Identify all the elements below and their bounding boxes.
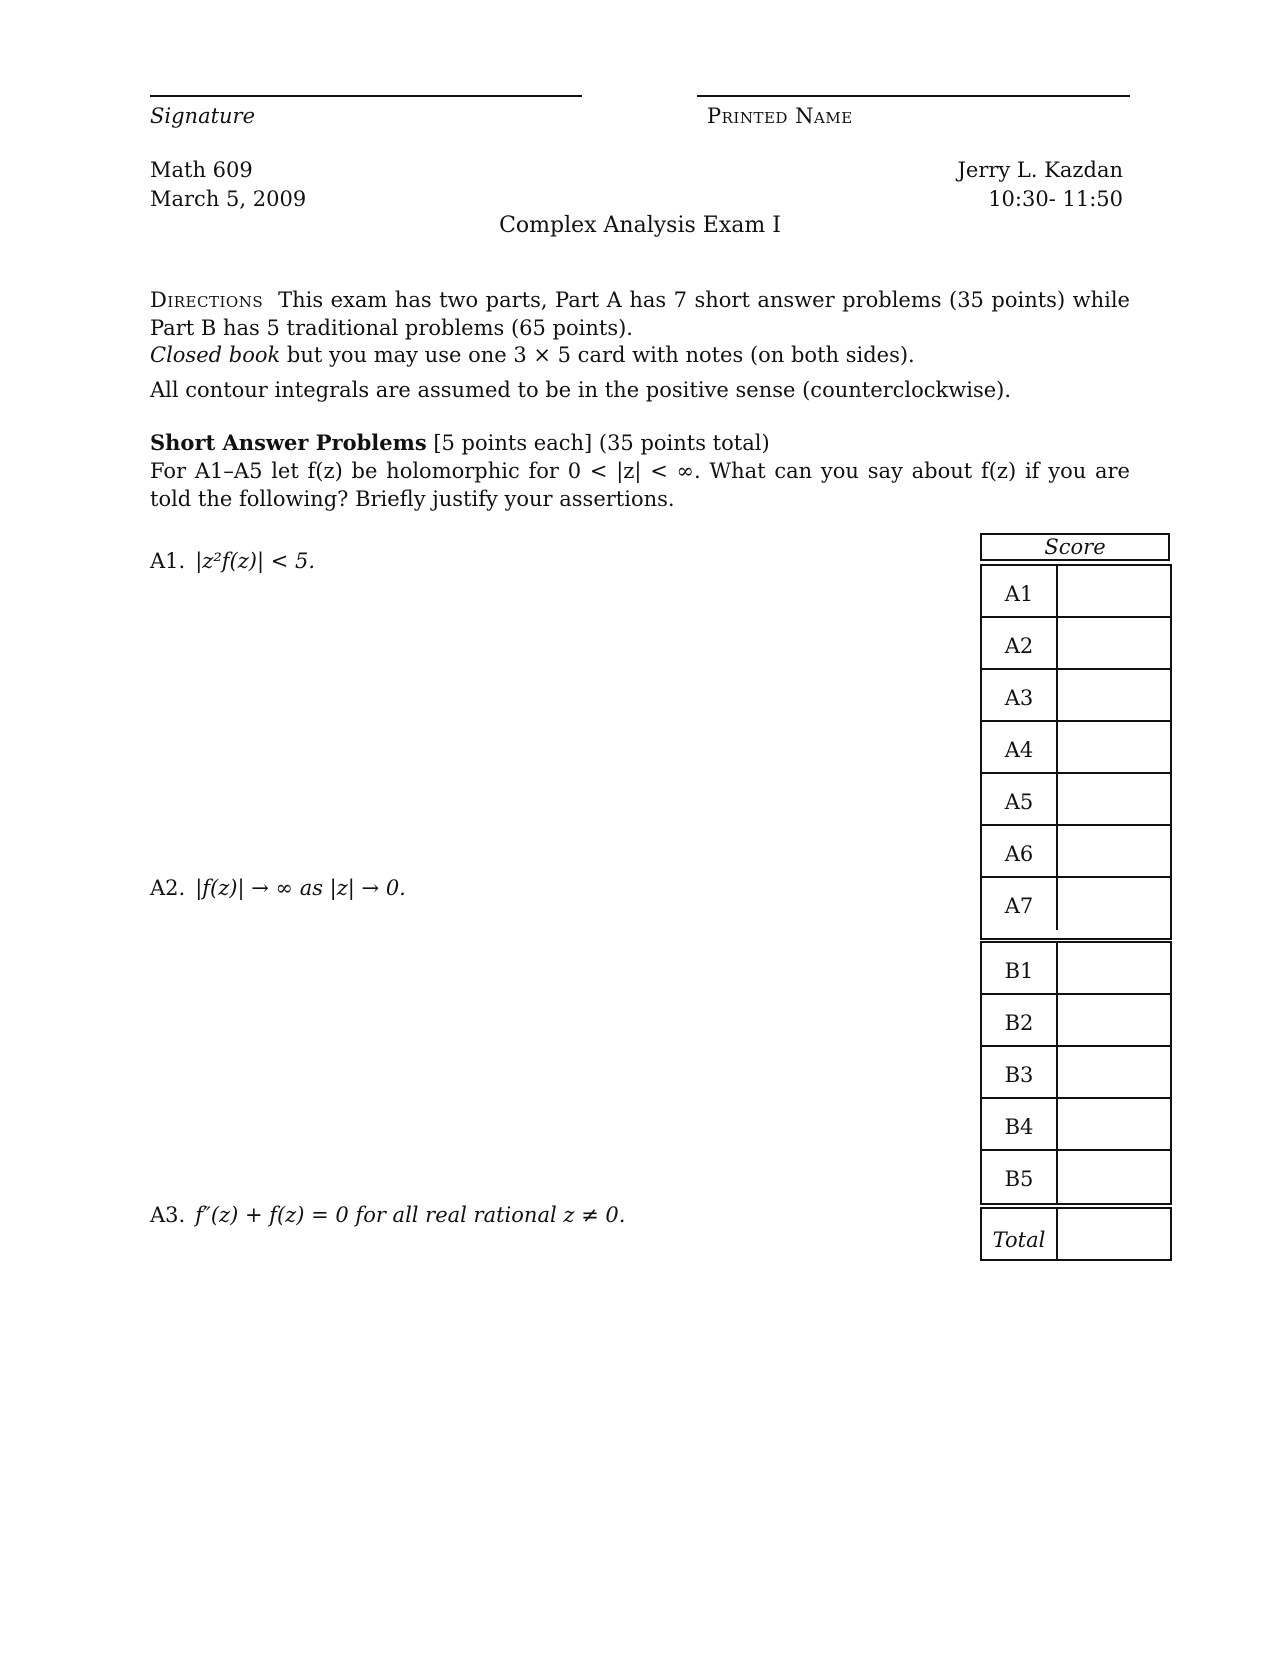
instructor-name: Jerry L. Kazdan [957,158,1123,182]
course-number: Math 609 [150,158,253,182]
page-title: Complex Analysis Exam I [499,213,781,238]
problem-a3 [150,1203,625,1227]
score-row-label: B5 [982,1151,1058,1203]
score-row [982,1099,1170,1151]
score-cell[interactable] [1058,826,1170,876]
score-table-part-b [980,941,1172,1205]
score-row [982,1151,1170,1203]
score-row-label: B1 [982,943,1058,993]
score-cell[interactable] [1058,1099,1170,1149]
score-row [982,774,1170,826]
score-row [982,722,1170,774]
signature-line[interactable] [150,95,582,97]
score-cell[interactable] [1058,618,1170,668]
closed-book-italic: Closed book [150,343,281,367]
score-cell[interactable] [1058,670,1170,720]
score-table-part-a [980,564,1172,940]
score-row-label: A2 [982,618,1058,668]
short-answer-heading: Short Answer Problems [150,430,427,455]
problem-text: |z²f(z)| < 5. [195,549,316,573]
short-answer-points: [5 points each] (35 points total) [433,431,770,455]
score-row-label: B3 [982,1047,1058,1097]
score-cell[interactable] [1058,1151,1170,1203]
score-cell[interactable] [1058,774,1170,824]
score-cell[interactable] [1058,1047,1170,1097]
score-row [982,943,1170,995]
closed-book-rest: but you may use one 3 × 5 card with notes (on both sides). [286,343,915,367]
score-row [982,826,1170,878]
problem-label: A1. [150,549,186,573]
directions-heading: Directions [150,288,264,312]
closed-book-note [150,341,1130,369]
score-cell[interactable] [1058,878,1170,930]
score-cell[interactable] [1058,995,1170,1045]
problem-label: A3. [150,1203,186,1227]
score-cell[interactable] [1058,566,1170,616]
signature-label: Signature [150,104,256,128]
score-row-label: A5 [982,774,1058,824]
score-row-label: A4 [982,722,1058,772]
score-row-label: B4 [982,1099,1058,1149]
exam-time: 10:30- 11:50 [988,187,1123,211]
score-row-label: A1 [982,566,1058,616]
directions-text: This exam has two parts, Part A has 7 short answer problems (35 points) while Part B has 5 traditional problems (65 points). [150,288,1130,340]
total-label: Total [982,1209,1058,1259]
printed-name-label: Printed Name [707,104,853,128]
problem-text: f″(z) + f(z) = 0 for all real rational z ≠ 0. [195,1203,626,1227]
score-row [982,566,1170,618]
score-row [982,995,1170,1047]
score-table-total [980,1207,1172,1261]
total-cell[interactable] [1058,1209,1170,1259]
score-row [982,878,1170,930]
exam-date: March 5, 2009 [150,187,307,211]
problem-a2 [150,876,406,900]
contour-note: All contour integrals are assumed to be in the positive sense (counterclockwise). [150,378,1012,402]
short-answer-header [150,429,1130,457]
score-row [982,1047,1170,1099]
problem-label: A2. [150,876,186,900]
score-row [982,670,1170,722]
score-table-header: Score [980,533,1170,561]
problem-text: |f(z)| → ∞ as |z| → 0. [195,876,406,900]
score-row-label: A6 [982,826,1058,876]
directions [150,286,1130,342]
score-row [982,618,1170,670]
score-cell[interactable] [1058,722,1170,772]
problem-a1 [150,549,315,573]
score-cell[interactable] [1058,943,1170,993]
total-row [982,1209,1170,1259]
short-answer-intro: For A1–A5 let f(z) be holomorphic for 0 < |z| < ∞. What can you say about f(z) if you are told the following? Briefly justify your assertions. [150,459,1130,511]
score-row-label: A7 [982,878,1058,930]
score-row-label: B2 [982,995,1058,1045]
score-row-label: A3 [982,670,1058,720]
printed-name-line[interactable] [697,95,1130,97]
